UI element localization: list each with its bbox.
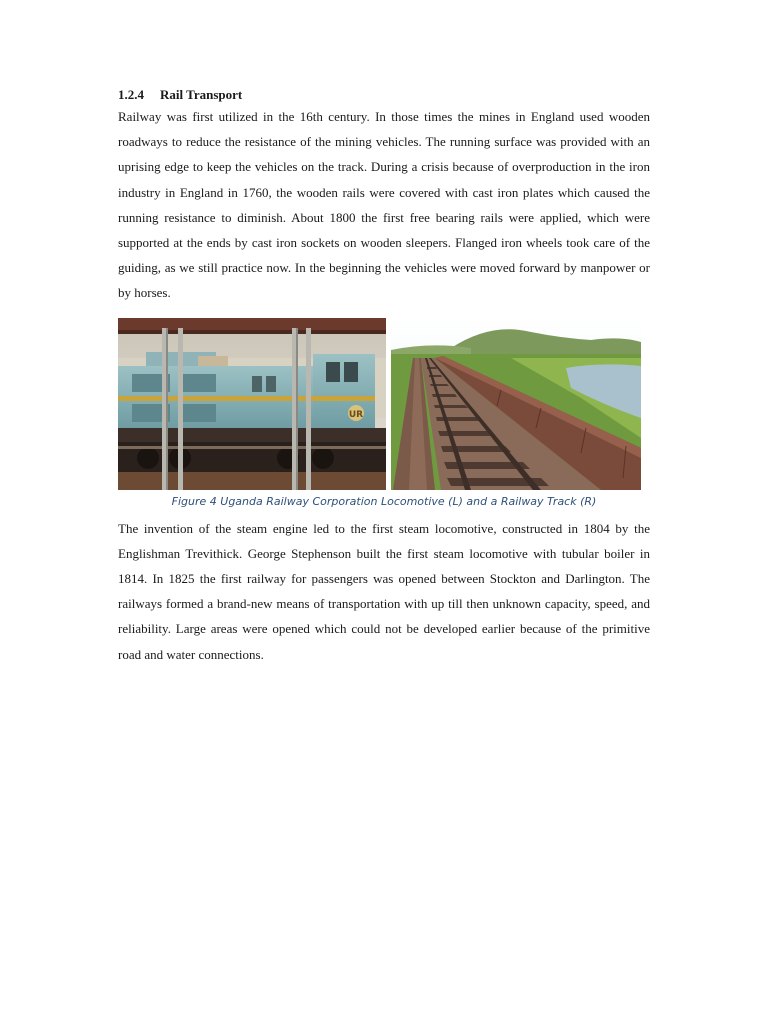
locomotive-badge: UR xyxy=(348,409,364,420)
locomotive-photo xyxy=(118,318,386,490)
figure-caption: Figure 4 Uganda Railway Corporation Locomotive (L) and a Railway Track (R) xyxy=(171,494,597,508)
paragraph-rail-history: Railway was first utilized in the 16th century. In those times the mines in England used wooden roadways to reduce the resistance of the mining vehicles. The running surface was provided with an uprising edge to keep the vehicles on the track. During a crisis because of overproduction in the iron industry in England in 1760, the wooden rails were covered with cast iron plates which caused the running resistance to diminish. About 1800 the first free bearing rails were applied, which were supported at the ends by cast iron sockets on wooden sleepers. Flanged iron wheels took care of the guiding, as we still practice now. In the beginning the vehicles were moved forward by manpower or by horses. xyxy=(118,109,650,301)
paragraph-steam-locomotive: The invention of the steam engine led to the first steam locomotive, constructed in 1804 by the Englishman Trevithick. George Stephenson built the first steam locomotive with tubular boiler in 1814. In 1825 the first railway for passengers was opened between Stockton and Darlington. The railways formed a brand-new means of transportation with up till then unknown capacity, speed, and reliability. Large areas were opened which could not be developed earlier because of the primitive road and water connections. xyxy=(118,520,650,662)
section-title: Rail Transport xyxy=(160,87,243,102)
figure-4 xyxy=(118,318,650,492)
railway-track-photo xyxy=(391,318,641,490)
section-heading xyxy=(118,86,650,104)
section-number: 1.2.4 xyxy=(118,87,144,102)
document-page xyxy=(118,86,650,667)
